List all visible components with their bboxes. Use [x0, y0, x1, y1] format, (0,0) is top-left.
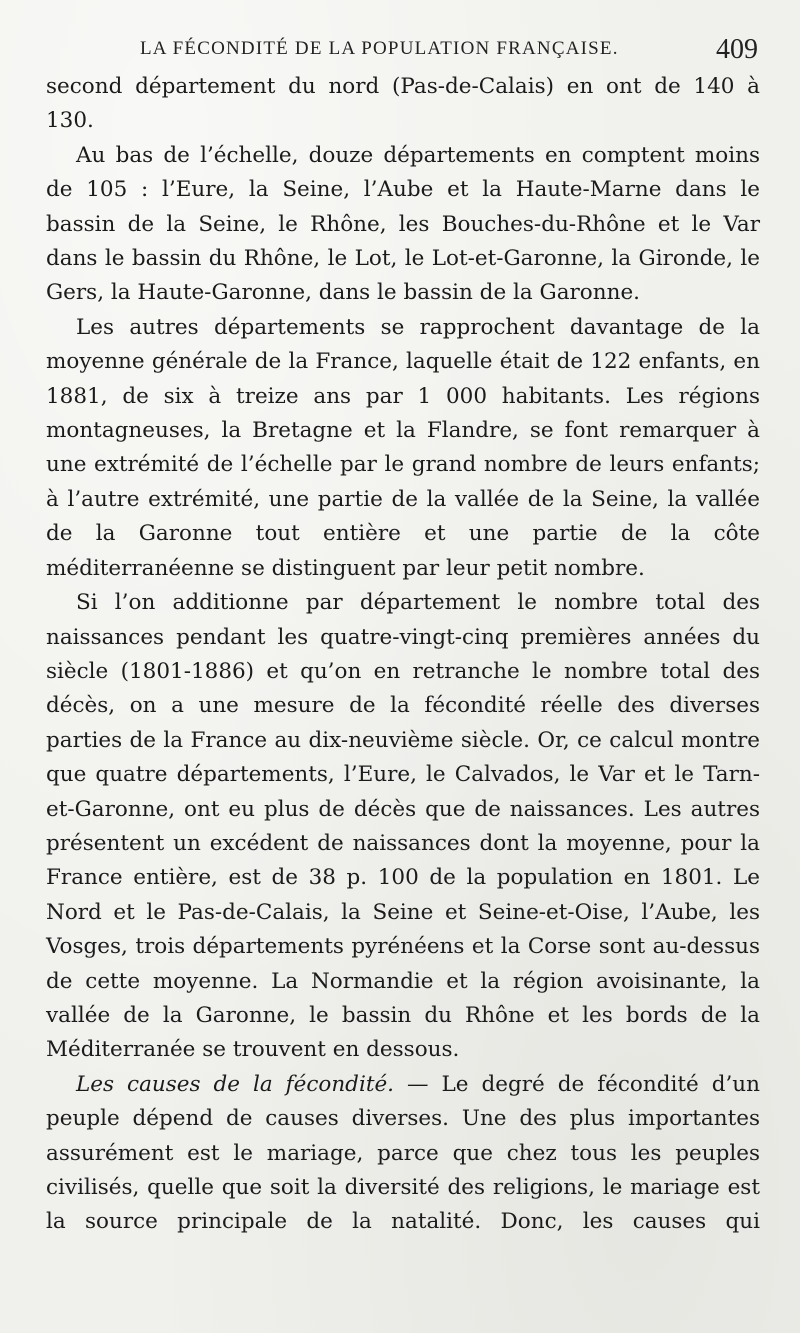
body-text [46, 70, 760, 1240]
section-heading-inline: Les causes de la fécondité. — [76, 1071, 429, 1097]
running-head [140, 34, 770, 64]
paragraph: Les autres départements se rapprochent davantage de la moyenne générale de la France, laquelle était de 122 enfants, en 1881, de six à treize ans par 1 000 habitants. Les régions montagneuses, la Bretagne et la Flandre, se font remarquer à une extrémité de l’échelle par le grand nombre de leurs enfants; à l’autre extrémité, une partie de la vallée de la Seine, la vallée de la Garonne tout entière et une partie de la côte méditerranéenne se distinguent par leur petit nombre. [46, 314, 760, 581]
page-number: 409 [716, 34, 758, 65]
paragraph-section-start [46, 1068, 760, 1240]
paragraph-continued: second département du nord (Pas-de-Calais) en ont de 140 à 130. [46, 74, 760, 134]
running-title: LA FÉCONDITÉ DE LA POPULATION FRANÇAISE. [140, 38, 619, 59]
paragraph-text: Le degré de fécondité d’un peuple dépend de causes diverses. Une des plus importantes assurément est le mariage, parce que chez tous les peuples civilisés, quelle que soit la diversité des religions, le mariage est la source principale de la natalité. Donc, les causes qui [46, 1071, 761, 1235]
paragraph: Au bas de l’échelle, douze départements en comptent moins de 105 : l’Eure, la Seine, l’Aube et la Haute-Marne dans le bassin de la Seine, le Rhône, les Bouches-du-Rhône et le Var dans le bassin du Rhône, le Lot, le Lot-et-Garonne, la Gironde, le Gers, la Haute-Garonne, dans le bassin de la Garonne. [46, 142, 760, 306]
paragraph: Si l’on additionne par département le nombre total des naissances pendant les quatre-vingt-cinq premières années du siècle (1801-1886) et qu’on en retranche le nombre total des décès, on a une mesure de la fécondité réelle des diverses parties de la France au dix-neuvième siècle. Or, ce calcul montre que quatre départements, l’Eure, le Calvados, le Var et le Tarn-et-Garonne, ont eu plus de décès que de naissances. Les autres présentent un excédent de naissances dont la moyenne, pour la France entière, est de 38 p. 100 de la population en 1801. Le Nord et le Pas-de-Calais, la Seine et Seine-et-Oise, l’Aube, les Vosges, trois départements pyrénéens et la Corse sont au-dessus de cette moyenne. La Normandie et la région avoisinante, la vallée de la Garonne, le bassin du Rhône et les bords de la Méditerranée se trouvent en dessous. [46, 590, 760, 1063]
